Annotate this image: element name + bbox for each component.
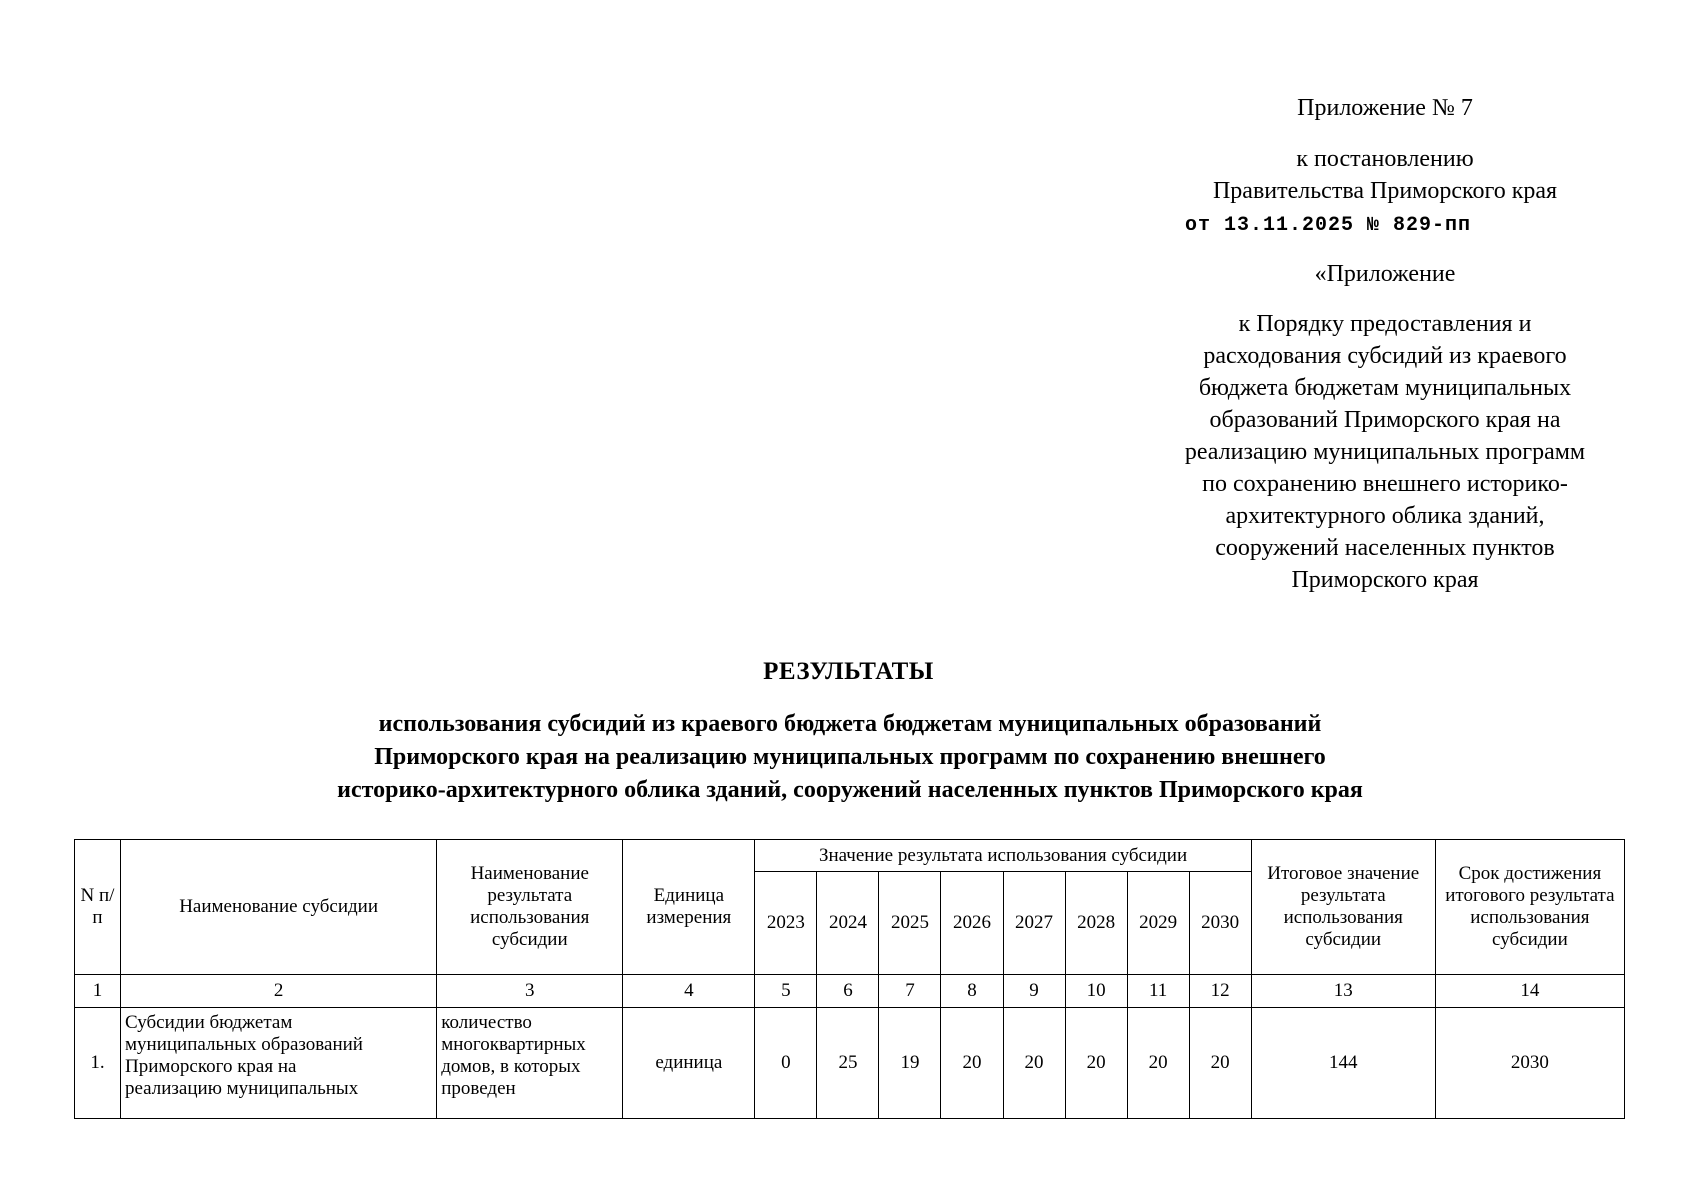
row-num: 1. xyxy=(75,1008,121,1119)
row-result-name xyxy=(437,1008,623,1119)
header-year: 2027 xyxy=(1003,872,1065,975)
procedure-line: архитектурного облика зданий, xyxy=(1225,503,1545,529)
header-year: 2028 xyxy=(1065,872,1127,975)
row-value: 20 xyxy=(941,1008,1003,1119)
row-value: 25 xyxy=(817,1008,879,1119)
results-table xyxy=(74,839,1625,1119)
annex-number: Приложение № 7 xyxy=(1297,95,1473,121)
procedure-line: Приморского края xyxy=(1291,567,1479,593)
column-number: 13 xyxy=(1251,975,1435,1008)
row-subsidy-name xyxy=(121,1008,437,1119)
header-year: 2029 xyxy=(1127,872,1189,975)
row-value: 19 xyxy=(879,1008,941,1119)
column-number: 10 xyxy=(1065,975,1127,1008)
column-number: 1 xyxy=(75,975,121,1008)
column-number: 14 xyxy=(1435,975,1624,1008)
document-subtitle xyxy=(150,708,1550,807)
column-number: 11 xyxy=(1127,975,1189,1008)
table-row xyxy=(75,1008,1625,1119)
procedure-line: расходования субсидий из краевого xyxy=(1203,343,1567,369)
row-deadline: 2030 xyxy=(1435,1008,1624,1119)
procedure-line: реализацию муниципальных программ xyxy=(1184,439,1586,465)
column-number: 8 xyxy=(941,975,1003,1008)
decree-gov-line: Правительства Приморского края xyxy=(1212,178,1558,204)
result-line: многоквартирных xyxy=(441,1034,586,1055)
row-total: 144 xyxy=(1251,1008,1435,1119)
column-number: 7 xyxy=(879,975,941,1008)
row-value: 20 xyxy=(1003,1008,1065,1119)
header-deadline: Срок достижения итогового результата использования субсидии xyxy=(1435,840,1624,975)
column-number: 4 xyxy=(623,975,755,1008)
column-number: 12 xyxy=(1189,975,1251,1008)
procedure-line: по сохранению внешнего историко- xyxy=(1202,471,1568,497)
decree-to-line: к постановлению xyxy=(1296,146,1474,172)
procedure-line: бюджета бюджетам муниципальных xyxy=(1198,375,1572,401)
result-line: проведен xyxy=(441,1078,516,1099)
subsidy-line: реализацию муниципальных xyxy=(125,1078,359,1099)
subtitle-line: историко-архитектурного облика зданий, сооружений населенных пунктов Приморского края xyxy=(337,777,1363,803)
procedure-line: сооружений населенных пунктов xyxy=(1215,535,1555,561)
row-unit: единица xyxy=(623,1008,755,1119)
header-year: 2024 xyxy=(817,872,879,975)
decree-reference xyxy=(1120,143,1650,207)
column-number: 9 xyxy=(1003,975,1065,1008)
header-subsidy-name: Наименование субсидии xyxy=(121,840,437,975)
decree-date-stamp: от 13.11.2025 № 829-пп xyxy=(1185,214,1472,237)
header-unit: Единица измерения xyxy=(623,840,755,975)
header-year: 2023 xyxy=(755,872,817,975)
annex-quote: «Приложение xyxy=(1314,261,1456,287)
header-num: N п/п xyxy=(75,840,121,975)
header-result-name: Наименование результата использования субсидии xyxy=(437,840,623,975)
column-number: 3 xyxy=(437,975,623,1008)
header-value-group: Значение результата использования субсидии xyxy=(755,840,1251,872)
header-total: Итоговое значение результата использования субсидии xyxy=(1251,840,1435,975)
subtitle-line: Приморского края на реализацию муниципальных программ по сохранению внешнего xyxy=(374,744,1326,770)
row-value: 20 xyxy=(1127,1008,1189,1119)
header-year: 2030 xyxy=(1189,872,1251,975)
procedure-line: образований Приморского края на xyxy=(1209,407,1561,433)
document-title: РЕЗУЛЬТАТЫ xyxy=(763,658,934,685)
procedure-line: к Порядку предоставления и xyxy=(1238,311,1532,337)
result-line: количество xyxy=(441,1012,532,1033)
result-line: домов, в которых xyxy=(441,1056,581,1077)
row-value: 20 xyxy=(1065,1008,1127,1119)
row-value: 0 xyxy=(755,1008,817,1119)
subsidy-line: Субсидии бюджетам xyxy=(125,1012,293,1033)
procedure-reference xyxy=(1120,308,1650,596)
column-number: 5 xyxy=(755,975,817,1008)
subsidy-line: муниципальных образований xyxy=(125,1034,363,1055)
subtitle-line: использования субсидий из краевого бюджета бюджетам муниципальных образований xyxy=(378,711,1322,737)
header-year: 2025 xyxy=(879,872,941,975)
row-value: 20 xyxy=(1189,1008,1251,1119)
column-number-row xyxy=(75,975,1625,1008)
subsidy-line: Приморского края на xyxy=(125,1056,297,1077)
column-number: 6 xyxy=(817,975,879,1008)
column-number: 2 xyxy=(121,975,437,1008)
header-year: 2026 xyxy=(941,872,1003,975)
